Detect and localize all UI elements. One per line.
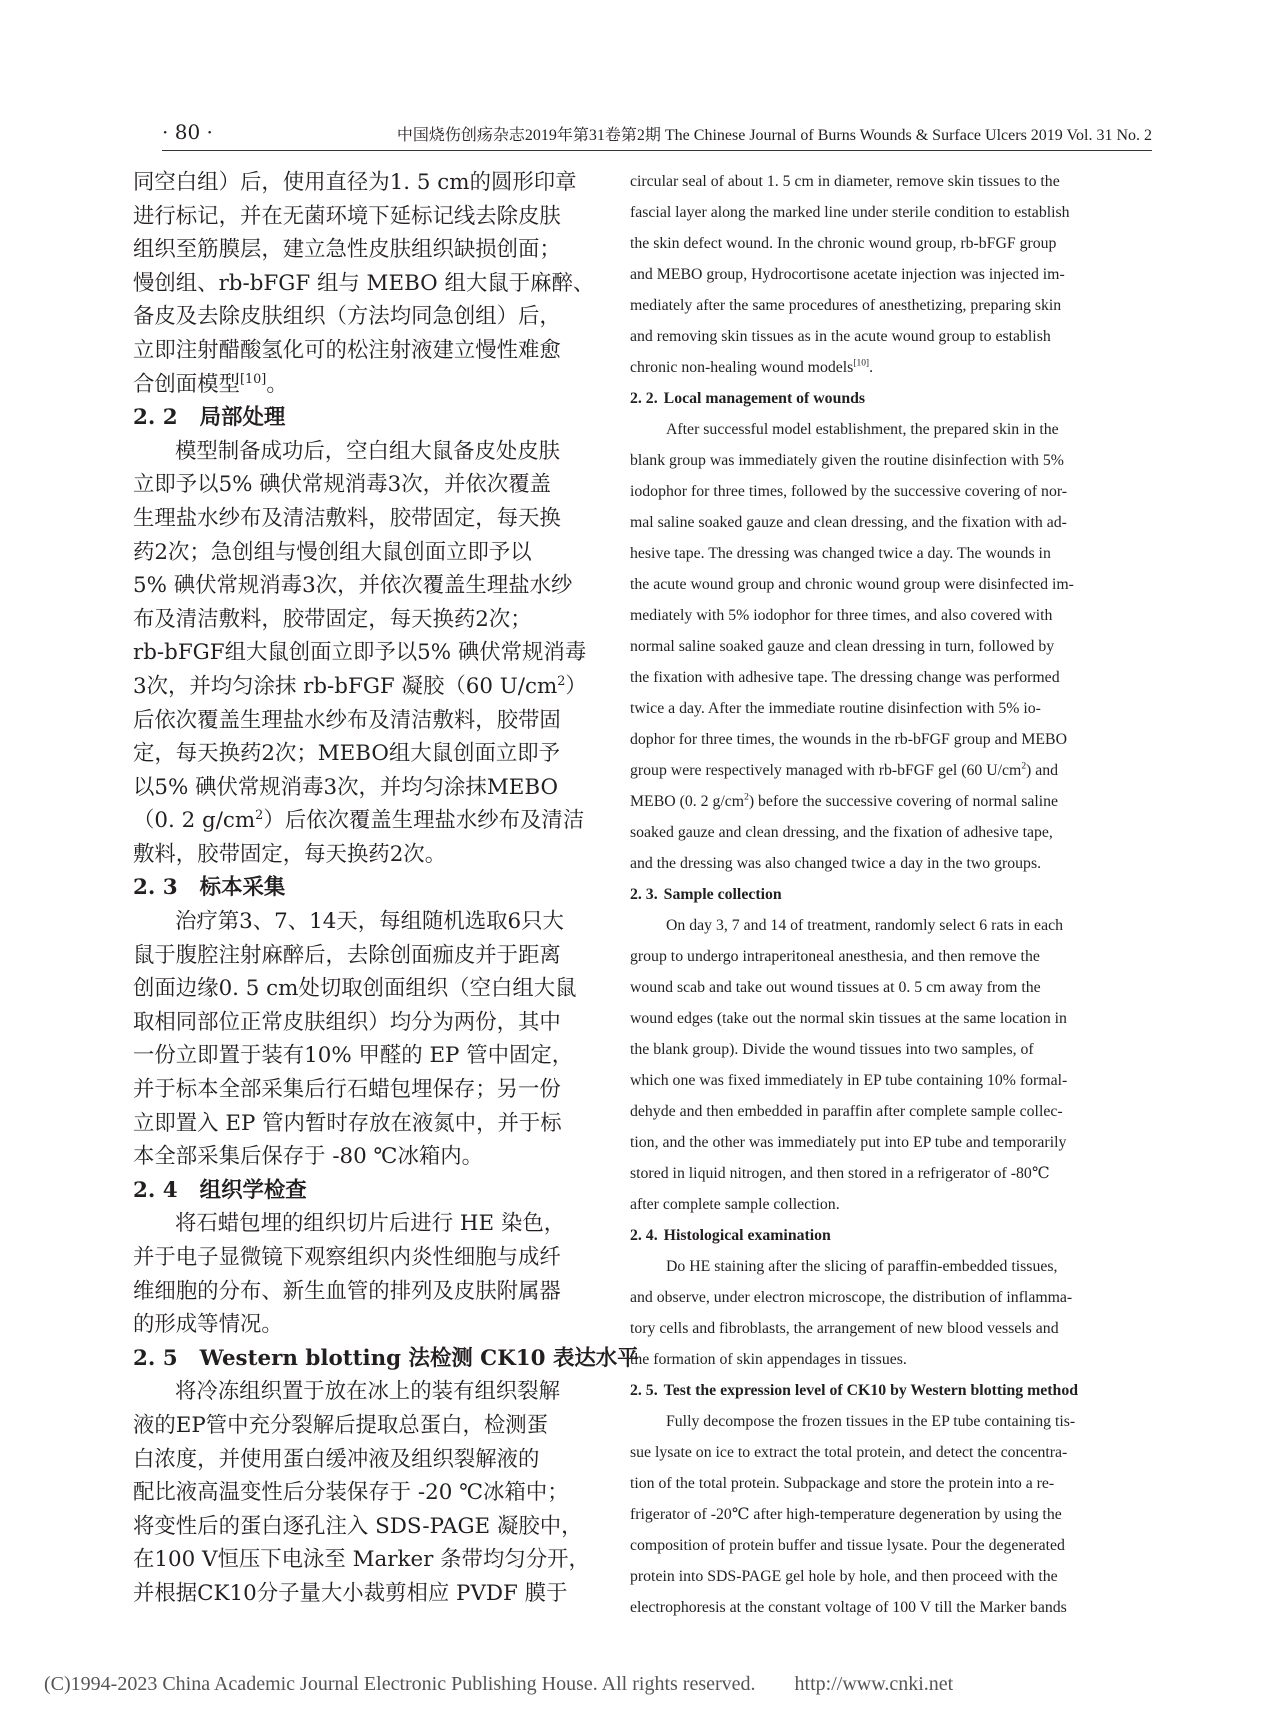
- text-line: [630, 1282, 1154, 1313]
- line-text: 3次，并均匀涂抹 rb-bFGF 凝胶（60 U/cm: [133, 673, 558, 699]
- superscript: 2: [744, 792, 749, 803]
- text-line: [133, 636, 594, 670]
- text-line: [133, 939, 594, 973]
- text-line: [630, 1406, 1154, 1437]
- text-line: [630, 662, 1154, 693]
- text-line: [133, 1006, 594, 1040]
- line-text: chronic non-healing wound models: [630, 359, 854, 376]
- section-title: 局部处理: [199, 405, 286, 431]
- section-number: 2. 2.: [630, 390, 658, 407]
- text-line: [133, 838, 594, 872]
- text-line: [133, 603, 594, 637]
- line-text: the acute wound group and chronic wound group were disinfected im-: [630, 576, 1074, 593]
- section-heading: [630, 1375, 1154, 1406]
- line-text: 的形成等情况。: [133, 1312, 283, 1338]
- text-line: [133, 972, 594, 1006]
- line-text: group were respectively managed with rb-bFGF gel (60 U/cm: [630, 762, 1022, 779]
- line-text: the formation of skin appendages in tissues.: [630, 1351, 907, 1368]
- line-text: 配比液高温变性后分装保存于 -20 ℃冰箱中；: [133, 1480, 569, 1506]
- footer: [44, 1673, 953, 1696]
- text-line: [630, 197, 1154, 228]
- text-line: [630, 1530, 1154, 1561]
- line-text: and observe, under electron microscope, the distribution of inflamma-: [630, 1289, 1073, 1306]
- text-line: [133, 1577, 594, 1611]
- text-line: [133, 300, 594, 334]
- line-text: composition of protein buffer and tissue lysate. Pour the degenerated: [630, 1537, 1065, 1554]
- line-text: Fully decompose the frozen tissues in the EP tube containing tis-: [666, 1413, 1076, 1430]
- section-title: Histological examination: [663, 1227, 831, 1244]
- text-line: [133, 1140, 594, 1174]
- line-text: blank group was immediately given the routine disinfection with 5%: [630, 452, 1064, 469]
- line-text: 合创面模型: [133, 371, 240, 397]
- superscript: 2: [557, 673, 566, 689]
- section-heading: [630, 383, 1154, 414]
- section-title: 组织学检查: [199, 1177, 307, 1203]
- text-line: [630, 1189, 1154, 1220]
- line-text: and the dressing was also changed twice a day in the two groups.: [630, 855, 1042, 872]
- line-text: rb-bFGF组大鼠创面立即予以5% 碘伏常规消毒: [133, 640, 587, 666]
- text-line: [133, 1107, 594, 1141]
- line-text: 白浓度，并使用蛋白缓冲液及组织裂解液的: [133, 1446, 540, 1472]
- line-text: On day 3, 7 and 14 of treatment, randomly select 6 rats in each: [666, 917, 1063, 934]
- text-line: [630, 1468, 1154, 1499]
- line-text: 定，每天换药2次；MEBO组大鼠创面立即予: [133, 741, 561, 767]
- section-heading: [133, 401, 594, 435]
- line-text: wound edges (take out the normal skin tissues at the same location in: [630, 1010, 1067, 1027]
- text-line: [133, 166, 594, 200]
- text-line: [630, 228, 1154, 259]
- text-line: [630, 1034, 1154, 1065]
- section-heading: [133, 1342, 639, 1376]
- line-text: mediately after the same procedures of anesthetizing, preparing skin: [630, 297, 1062, 314]
- text-line: [133, 334, 594, 368]
- text-line: [630, 290, 1154, 321]
- text-line: [630, 166, 1154, 197]
- text-line: [630, 786, 1154, 817]
- text-line: [630, 724, 1154, 755]
- line-text: twice a day. After the immediate routine disinfection with 5% io-: [630, 700, 1041, 717]
- text-line: [133, 804, 594, 838]
- text-line: [630, 507, 1154, 538]
- text-line: [630, 1499, 1154, 1530]
- section-number: 2. 5: [133, 1345, 178, 1371]
- line-text: after complete sample collection.: [630, 1196, 840, 1213]
- line-text: and MEBO group, Hydrocortisone acetate injection was injected im-: [630, 266, 1065, 283]
- line-text: 鼠于腹腔注射麻醉后，去除创面痂皮并于距离: [133, 942, 561, 968]
- section-title: Test the expression level of CK10 by Western blotting method: [663, 1382, 1079, 1399]
- superscript: [10]: [853, 358, 870, 369]
- text-line: [133, 1443, 594, 1477]
- text-line: [133, 569, 594, 603]
- line-text: 取相同部位正常皮肤组织）均分为两份，其中: [133, 1009, 561, 1035]
- line-tail: .: [869, 359, 874, 376]
- line-text: 进行标记，并在无菌环境下延标记线去除皮肤: [133, 203, 561, 229]
- section-title: Sample collection: [663, 886, 782, 903]
- text-line: [133, 1241, 594, 1275]
- running-head: 中国烧伤创疡杂志2019年第31卷第2期 The Chinese Journal of Burns Wounds & Surface Ulcers 2019 Vol. 31 No. 2: [396, 127, 1152, 144]
- line-text: the blank group). Divide the wound tissues into two samples, of: [630, 1041, 1034, 1058]
- line-tail: ) before the successive covering of normal saline: [748, 793, 1059, 810]
- superscript: 2: [1021, 761, 1027, 772]
- copyright-notice: (C)1994-2023 China Academic Journal Electronic Publishing House. All rights reserved.: [44, 1673, 756, 1695]
- line-tail: 。: [266, 371, 288, 397]
- line-tail: ）后依次覆盖生理盐水纱布及清洁: [263, 808, 585, 834]
- text-line: [630, 352, 1154, 383]
- line-text: tion of the total protein. Subpackage and store the protein into a re-: [630, 1475, 1055, 1492]
- chinese-column: [133, 166, 639, 1611]
- line-text: fascial layer along the marked line under sterile condition to establish: [630, 204, 1070, 221]
- section-title: Local management of wounds: [663, 390, 866, 407]
- text-line: [630, 1158, 1154, 1189]
- text-line: [630, 848, 1154, 879]
- line-text: 创面边缘0. 5 cm处切取创面组织（空白组大鼠: [133, 976, 577, 1002]
- text-line: [133, 536, 594, 570]
- line-text: 将石蜡包埋的组织切片后进行 HE 染色，: [175, 1211, 566, 1237]
- text-line: [133, 704, 594, 738]
- line-text: and removing skin tissues as in the acute wound group to establish: [630, 328, 1051, 345]
- english-column: [630, 166, 1154, 1623]
- line-text: 治疗第3、7、14天，每组随机选取6只大: [175, 909, 564, 935]
- page-header: [162, 118, 1152, 151]
- text-line: [630, 1096, 1154, 1127]
- line-text: 并根据CK10分子量大小裁剪相应 PVDF 膜于: [133, 1580, 568, 1606]
- text-line: [133, 1375, 594, 1409]
- text-line: [133, 200, 594, 234]
- section-title: Western blotting 法检测 CK10 表达水平: [199, 1345, 639, 1371]
- section-heading: [630, 879, 1154, 910]
- line-text: sue lysate on ice to extract the total protein, and detect the concentra-: [630, 1444, 1068, 1461]
- line-text: dophor for three times, the wounds in the rb-bFGF group and MEBO: [630, 731, 1067, 748]
- text-line: [133, 1476, 594, 1510]
- text-line: [630, 1251, 1154, 1282]
- text-line: [630, 476, 1154, 507]
- text-line: [133, 435, 594, 469]
- text-line: [630, 538, 1154, 569]
- section-heading: [630, 1220, 1154, 1251]
- line-text: 并于电子显微镜下观察组织内炎性细胞与成纤: [133, 1245, 561, 1270]
- line-text: frigerator of -20℃ after high-temperature degeneration by using the: [630, 1506, 1062, 1523]
- text-line: [133, 368, 594, 402]
- line-text: mediately with 5% iodophor for three times, and also covered with: [630, 607, 1053, 624]
- section-title: 标本采集: [199, 875, 286, 901]
- line-text: 立即予以5% 碘伏常规消毒3次，并依次覆盖: [133, 472, 551, 498]
- line-text: Do HE staining after the slicing of paraffin-embedded tissues,: [666, 1258, 1058, 1275]
- line-text: 5% 碘伏常规消毒3次，并依次覆盖生理盐水纱: [133, 573, 573, 599]
- line-text: 立即注射醋酸氢化可的松注射液建立慢性难愈: [133, 337, 561, 363]
- line-text: hesive tape. The dressing was changed twice a day. The wounds in: [630, 545, 1051, 562]
- text-line: [630, 1065, 1154, 1096]
- line-text: iodophor for three times, followed by the successive covering of nor-: [630, 483, 1068, 500]
- text-line: [630, 1344, 1154, 1375]
- text-line: [630, 445, 1154, 476]
- section-heading: [133, 871, 594, 905]
- line-text: which one was fixed immediately in EP tube containing 10% formal-: [630, 1072, 1068, 1089]
- text-line: [133, 1510, 594, 1544]
- page-number: · 80 ·: [162, 120, 213, 144]
- text-line: [133, 1039, 594, 1073]
- line-text: 慢创组、rb-bFGF 组与 MEBO 组大鼠于麻醉、: [133, 270, 595, 296]
- text-line: [133, 233, 594, 267]
- text-line: [133, 905, 594, 939]
- line-tail: ) and: [1026, 762, 1059, 779]
- text-line: [630, 1561, 1154, 1592]
- text-line: [133, 737, 594, 771]
- text-line: [630, 941, 1154, 972]
- text-line: [630, 414, 1154, 445]
- text-line: [133, 1073, 594, 1107]
- line-text: 本全部采集后保存于 -80 ℃冰箱内。: [133, 1144, 484, 1170]
- section-number: 2. 4.: [630, 1227, 658, 1244]
- line-text: 药2次；急创组与慢创组大鼠创面立即予以: [133, 539, 532, 565]
- line-text: protein into SDS-PAGE gel hole by hole, and then proceed with the: [630, 1568, 1058, 1585]
- line-text: 并于标本全部采集后行石蜡包埋保存；另一份: [133, 1077, 561, 1103]
- section-number: 2. 3: [133, 875, 178, 901]
- line-text: the skin defect wound. In the chronic wound group, rb-bFGF group: [630, 235, 1057, 252]
- text-line: [630, 972, 1154, 1003]
- text-line: [630, 755, 1154, 786]
- line-tail: ）: [565, 673, 587, 699]
- text-line: [133, 1275, 594, 1309]
- line-text: group to undergo intraperitoneal anesthesia, and then remove the: [630, 948, 1040, 965]
- line-text: 将冷冻组织置于放在冰上的装有组织裂解: [175, 1379, 561, 1405]
- line-text: mal saline soaked gauze and clean dressing, and the fixation with ad-: [630, 514, 1067, 531]
- text-line: [630, 1003, 1154, 1034]
- line-text: stored in liquid nitrogen, and then stored in a refrigerator of -80℃: [630, 1165, 1050, 1182]
- line-text: 同空白组）后，使用直径为1. 5 cm的圆形印章: [133, 170, 577, 195]
- text-line: [630, 693, 1154, 724]
- text-line: [133, 468, 594, 502]
- section-number: 2. 4: [133, 1177, 178, 1203]
- superscript: 2: [255, 808, 264, 824]
- line-text: 立即置入 EP 管内暂时存放在液氮中，并于标: [133, 1110, 562, 1136]
- line-text: 组织至筋膜层，建立急性皮肤组织缺损创面；: [133, 237, 561, 263]
- line-text: 液的EP管中充分裂解后提取总蛋白，检测蛋: [133, 1412, 549, 1438]
- line-text: dehyde and then embedded in paraffin after complete sample collec-: [630, 1103, 1063, 1120]
- line-text: 备皮及去除皮肤组织（方法均同急创组）后，: [133, 304, 561, 330]
- line-text: 生理盐水纱布及清洁敷料，胶带固定，每天换: [133, 505, 561, 531]
- text-line: [630, 817, 1154, 848]
- text-line: [630, 1313, 1154, 1344]
- section-number: 2. 5.: [630, 1382, 658, 1399]
- line-text: MEBO (0. 2 g/cm: [630, 793, 745, 810]
- line-text: 在100 V恒压下电泳至 Marker 条带均匀分开，: [133, 1547, 590, 1573]
- line-text: the fixation with adhesive tape. The dressing change was performed: [630, 669, 1060, 686]
- text-line: [630, 600, 1154, 631]
- text-line: [630, 321, 1154, 352]
- line-text: 以5% 碘伏常规消毒3次，并均匀涂抹MEBO: [133, 774, 558, 800]
- line-text: soaked gauze and clean dressing, and the fixation of adhesive tape,: [630, 824, 1053, 841]
- text-line: [630, 1437, 1154, 1468]
- text-line: [133, 1308, 594, 1342]
- text-line: [630, 1127, 1154, 1158]
- text-line: [133, 502, 594, 536]
- section-number: 2. 3.: [630, 886, 658, 903]
- line-text: normal saline soaked gauze and clean dressing in turn, followed by: [630, 638, 1055, 655]
- line-text: 敷料，胶带固定，每天换药2次。: [133, 841, 447, 867]
- text-line: [133, 1543, 594, 1577]
- section-heading: [133, 1174, 594, 1208]
- line-text: tory cells and fibroblasts, the arrangement of new blood vessels and: [630, 1320, 1059, 1337]
- line-text: wound scab and take out wound tissues at 0. 5 cm away from the: [630, 979, 1041, 996]
- section-number: 2. 2: [133, 405, 178, 431]
- line-text: （0. 2 g/cm: [133, 808, 256, 834]
- footer-url[interactable]: http://www.cnki.net: [794, 1673, 954, 1695]
- line-text: 维细胞的分布、新生血管的排列及皮肤附属器: [133, 1278, 561, 1304]
- text-line: [630, 910, 1154, 941]
- text-line: [630, 631, 1154, 662]
- line-text: 模型制备成功后，空白组大鼠备皮处皮肤: [175, 438, 561, 464]
- text-line: [133, 1207, 594, 1241]
- line-text: 一份立即置于装有10% 甲醛的 EP 管中固定，: [133, 1043, 574, 1069]
- text-line: [133, 267, 594, 301]
- text-line: [133, 771, 594, 805]
- line-text: circular seal of about 1. 5 cm in diameter, remove skin tissues to the: [630, 173, 1060, 190]
- text-line: [133, 670, 594, 704]
- line-text: 布及清洁敷料，胶带固定，每天换药2次；: [133, 606, 532, 632]
- text-line: [630, 259, 1154, 290]
- line-text: After successful model establishment, the prepared skin in the: [666, 421, 1059, 438]
- line-text: tion, and the other was immediately put into EP tube and temporarily: [630, 1134, 1067, 1151]
- line-text: 后依次覆盖生理盐水纱布及清洁敷料，胶带固: [133, 707, 561, 733]
- text-line: [630, 1592, 1154, 1623]
- line-text: 将变性后的蛋白逐孔注入 SDS-PAGE 凝胶中，: [133, 1513, 583, 1539]
- text-line: [133, 1409, 594, 1443]
- text-line: [630, 569, 1154, 600]
- superscript: [10]: [239, 371, 267, 387]
- line-text: electrophoresis at the constant voltage of 100 V till the Marker bands: [630, 1599, 1067, 1616]
